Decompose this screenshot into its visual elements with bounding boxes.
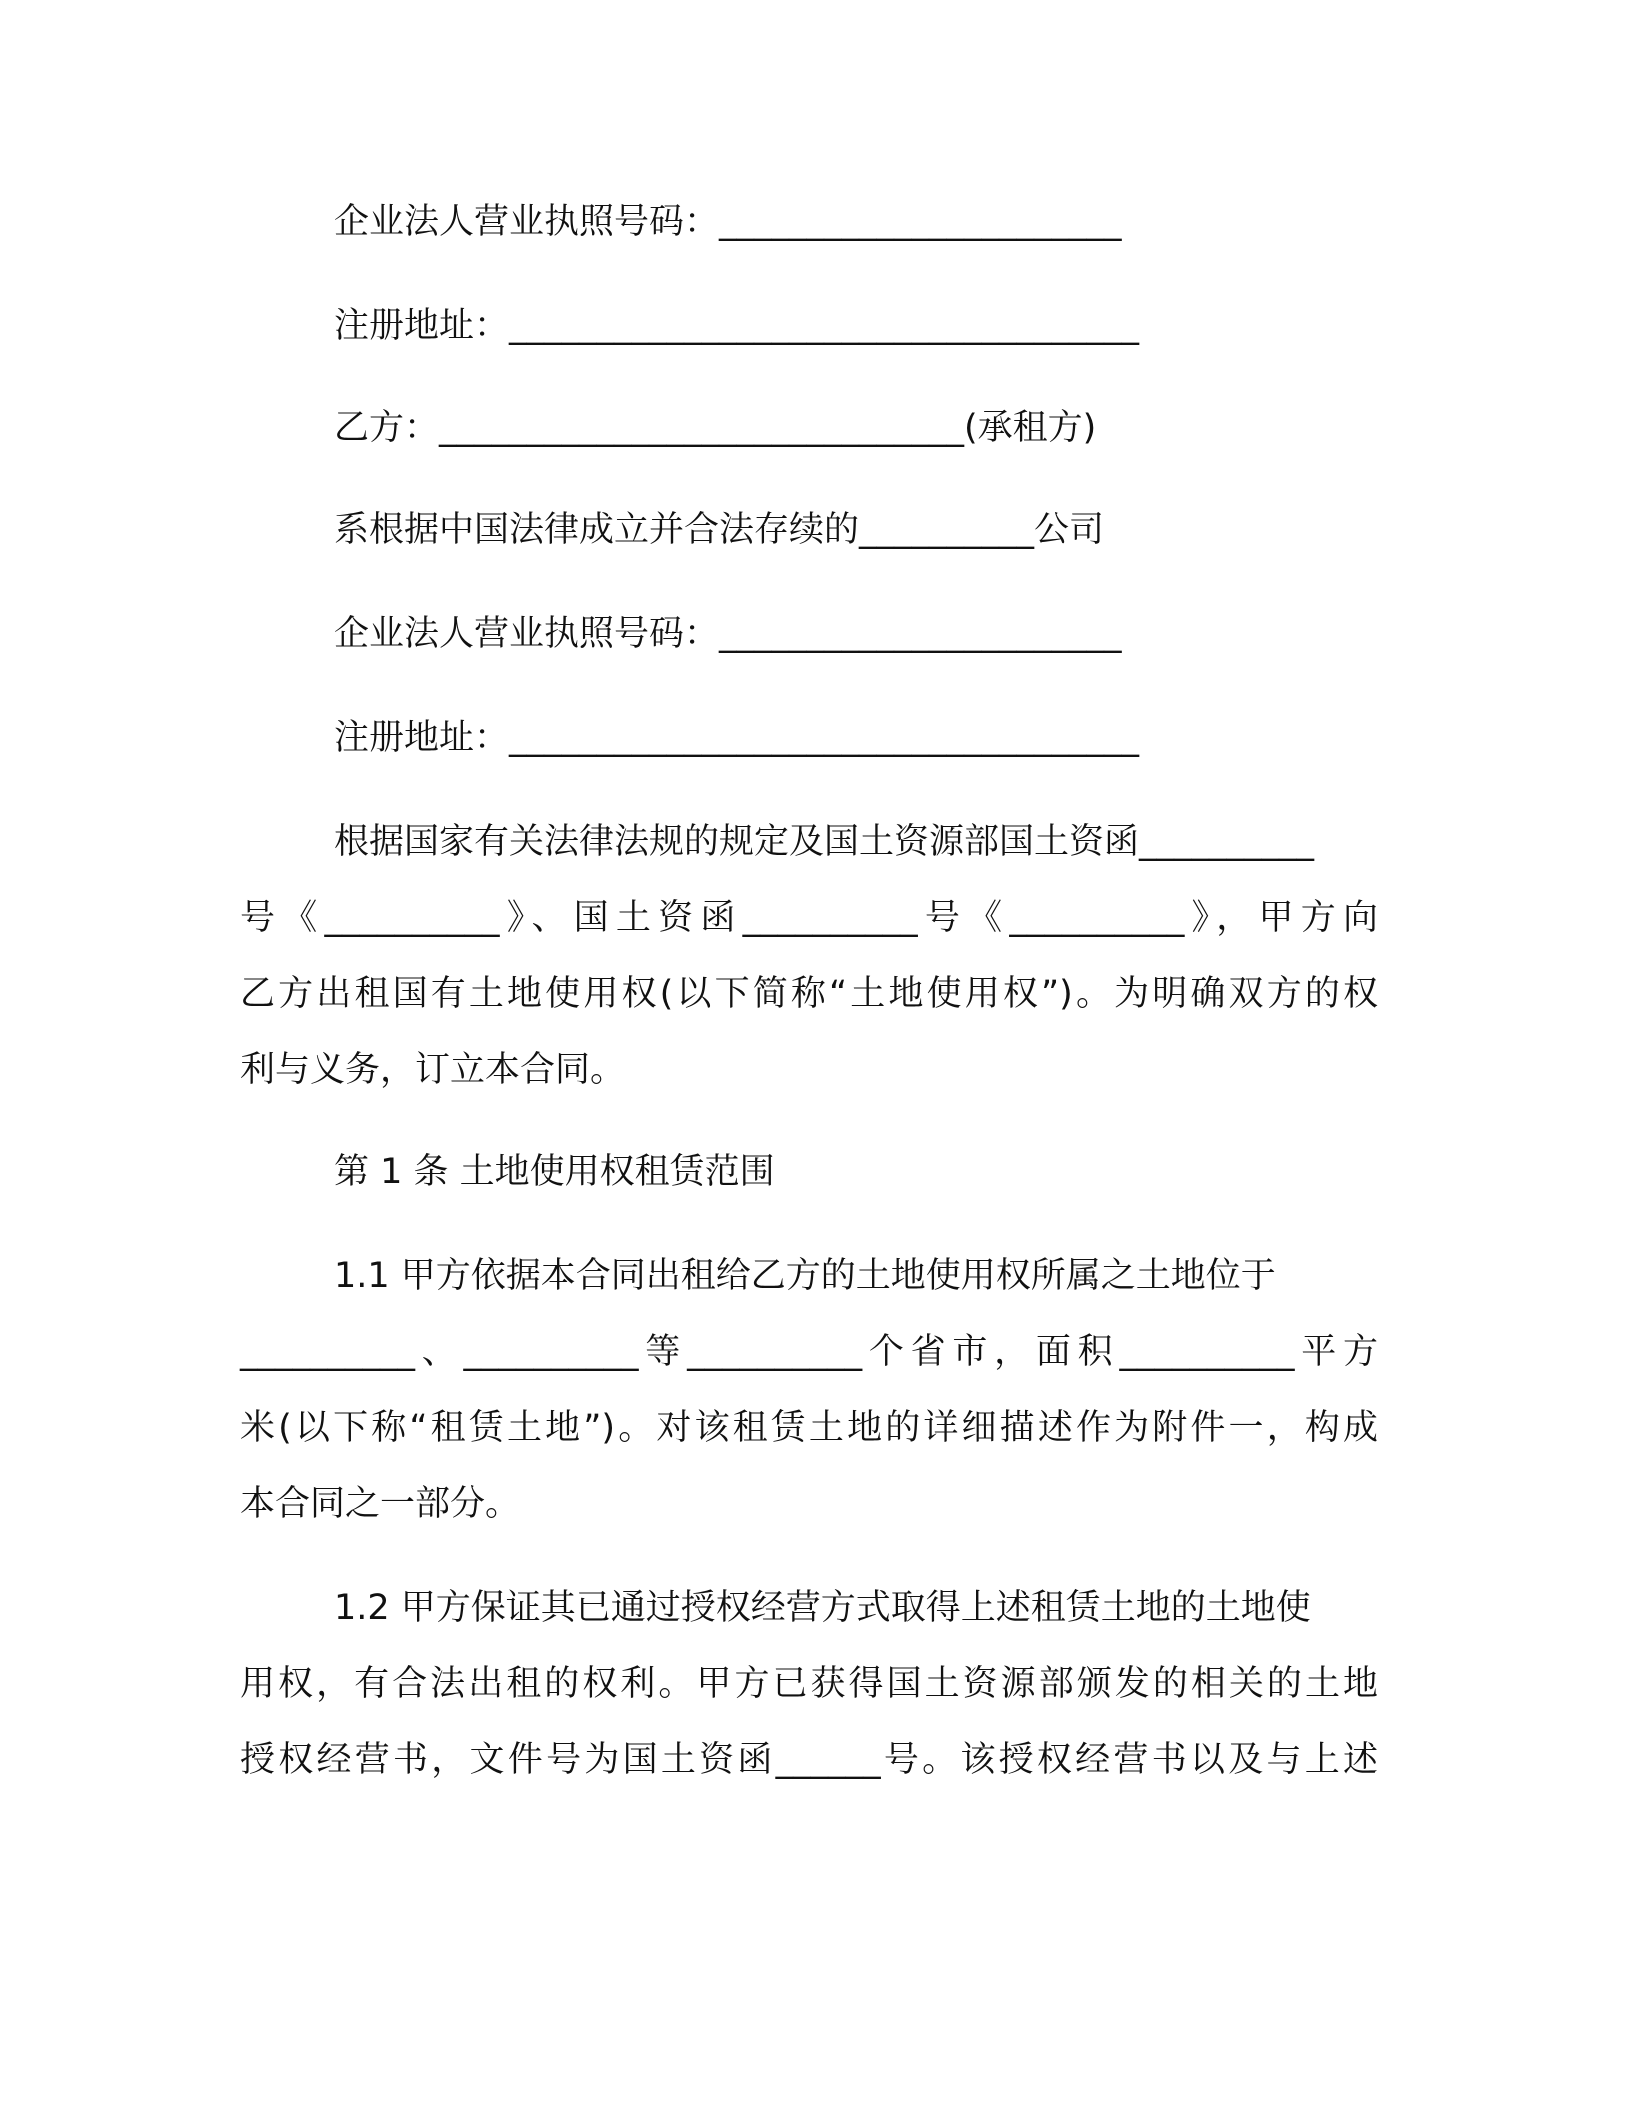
clause-1-1-line-2: __________、__________等__________个省市，面积__________平方	[240, 1332, 1378, 1372]
party-b-license-number: 企业法人营业执照号码：_______________________	[334, 614, 1122, 654]
clause-1-1-line-1: 1.1 甲方依据本合同出租给乙方的土地使用权所属之土地位于	[334, 1256, 1276, 1296]
preamble-line-3: 乙方出租国有土地使用权(以下简称“土地使用权”)。为明确双方的权	[240, 974, 1378, 1014]
clause-1-2-line-2: 用权，有合法出租的权利。甲方已获得国土资源部颁发的相关的土地	[240, 1664, 1378, 1704]
clause-1-2-line-3: 授权经营书，文件号为国土资函______号。该授权经营书以及与上述	[240, 1740, 1378, 1780]
preamble-line-1: 根据国家有关法律法规的规定及国土资源部国土资函__________	[334, 822, 1315, 862]
party-a-license-number: 企业法人营业执照号码：_______________________	[334, 202, 1122, 242]
preamble-line-4: 利与义务，订立本合同。	[240, 1050, 626, 1090]
article-1-heading: 第 1 条 土地使用权租赁范围	[334, 1152, 775, 1192]
party-b-company-type: 系根据中国法律成立并合法存续的__________公司	[334, 510, 1105, 550]
party-b-registered-address: 注册地址：____________________________________	[334, 718, 1140, 758]
clause-1-1-line-4: 本合同之一部分。	[240, 1484, 521, 1524]
clause-1-1-line-3: 米(以下称“租赁土地”)。对该租赁土地的详细描述作为附件一，构成	[240, 1408, 1378, 1448]
party-b-name: 乙方：______________________________(承租方)	[334, 408, 1097, 448]
preamble-line-2: 号《__________》、国土资函__________号《__________》，甲方向	[240, 898, 1378, 938]
clause-1-2-line-1: 1.2 甲方保证其已通过授权经营方式取得上述租赁土地的土地使	[334, 1588, 1311, 1628]
party-a-registered-address: 注册地址：____________________________________	[334, 306, 1140, 346]
